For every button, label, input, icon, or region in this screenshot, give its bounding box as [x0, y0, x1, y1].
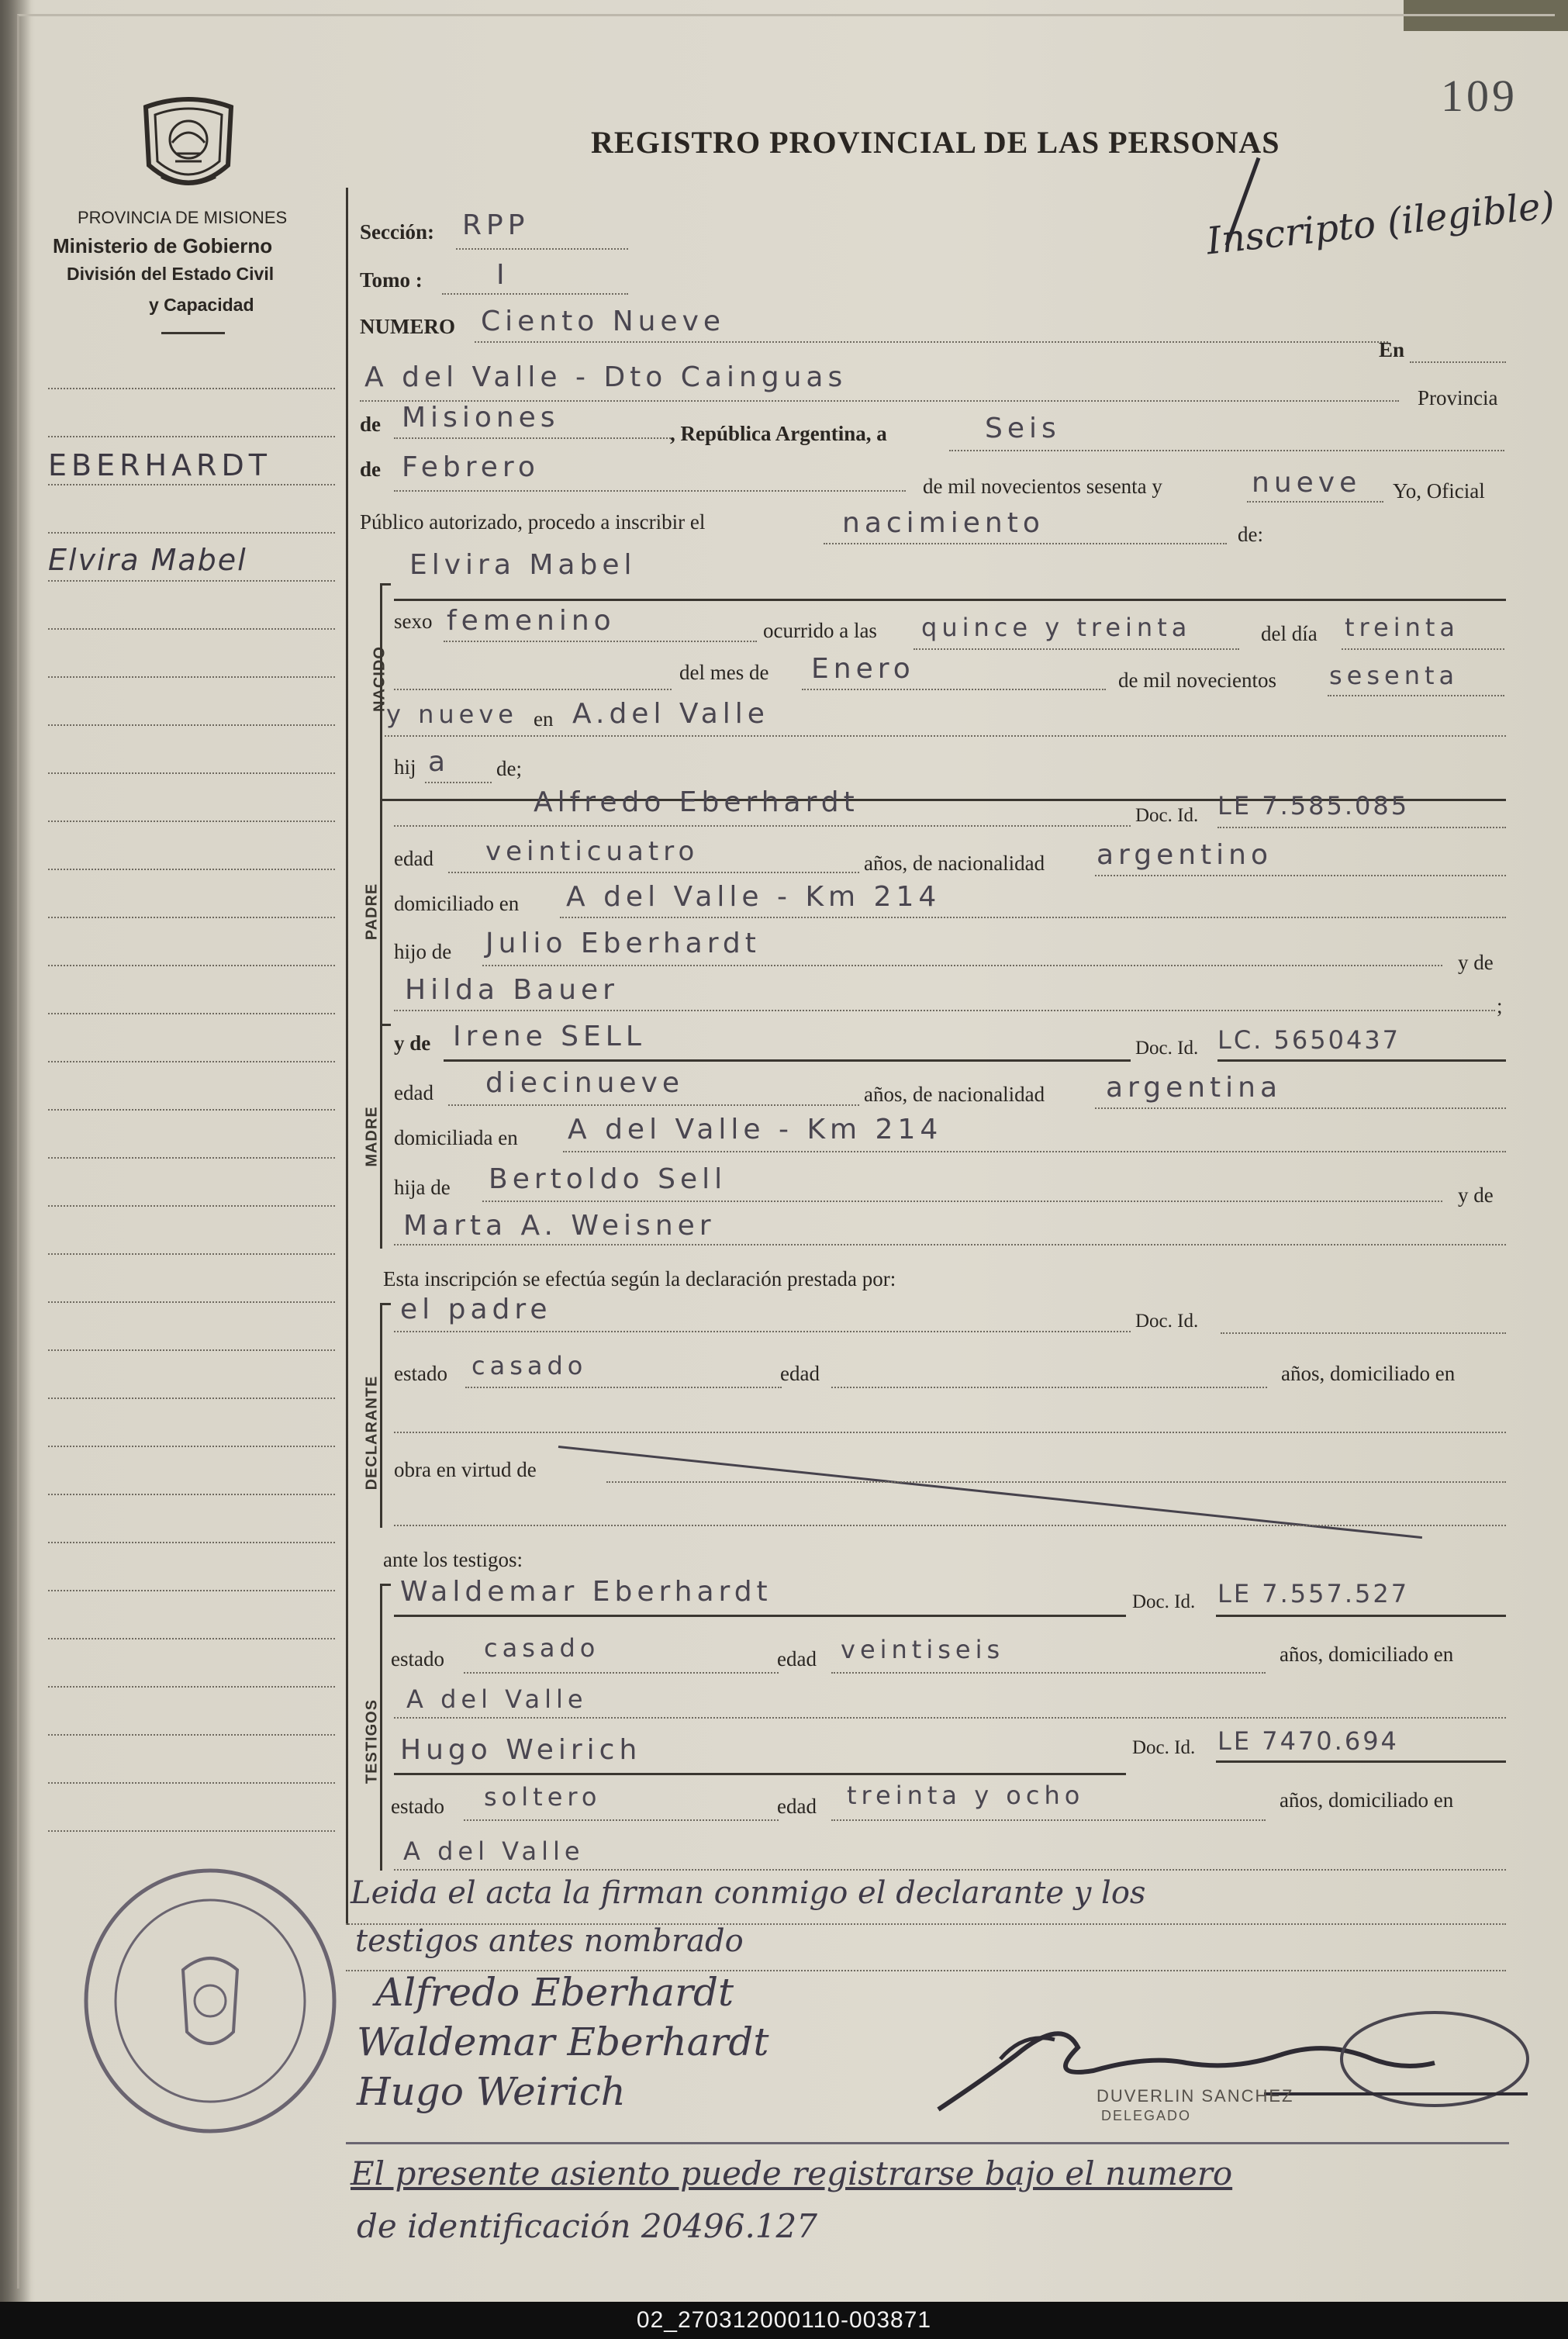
- label-semicolon: ;: [1497, 994, 1503, 1017]
- value-sexo: femenino: [447, 605, 616, 637]
- line-numero: [475, 341, 1388, 343]
- sidebar-ruled-line: [48, 1301, 335, 1303]
- nota-rule: [346, 2142, 1509, 2144]
- page-title: REGISTRO PROVINCIAL DE LAS PERSONAS: [591, 125, 1280, 160]
- label-nacido: NACIDO: [371, 646, 389, 712]
- label-madre-y-de: y de: [394, 1031, 431, 1055]
- sidebar-ruled-line: [48, 917, 335, 918]
- label-provincia: Provincia: [1418, 386, 1498, 409]
- sidebar-ruled-line: [48, 1061, 335, 1062]
- nacido-bracket-top: [380, 583, 391, 586]
- value-mes: Febrero: [402, 451, 540, 483]
- line-mes: [394, 490, 906, 492]
- label-declarante-anos: años, domiciliado en: [1281, 1362, 1456, 1385]
- label-en-nac: en: [534, 707, 554, 731]
- label-obra-virtud: obra en virtud de: [394, 1458, 537, 1481]
- line-madre-edad: [448, 1104, 859, 1106]
- value-dia-nac: treinta: [1345, 613, 1460, 642]
- label-publico: Público autorizado, procedo a inscribir el: [360, 510, 706, 534]
- org-rule: [161, 332, 225, 334]
- label-declarante-doc: Doc. Id.: [1135, 1311, 1199, 1332]
- sidebar-ruled-line: [48, 1494, 335, 1495]
- label-declarante-edad: edad: [780, 1362, 820, 1385]
- sidebar-ruled-line: [48, 1446, 335, 1447]
- line-seccion: [456, 248, 628, 250]
- line-obra-virtud-2: [394, 1525, 1506, 1526]
- line-declarante-dom: [394, 1432, 1506, 1433]
- declarante-bracket-top: [380, 1303, 391, 1305]
- sidebar-ruled-line: [48, 676, 335, 678]
- value-hij: a: [428, 746, 451, 778]
- value-testigo1-nombre: Waldemar Eberhardt: [400, 1576, 772, 1608]
- line-testigo1-estado: [464, 1672, 779, 1674]
- value-provincia: Misiones: [402, 402, 560, 434]
- line-testigo2-estado: [464, 1819, 779, 1821]
- line-declarante-estado: [465, 1387, 782, 1388]
- sidebar-ruled-line: [48, 1205, 335, 1207]
- label-del-dia: del día: [1261, 622, 1318, 645]
- label-en: En: [1379, 338, 1405, 361]
- sidebar-ruled-line: [48, 1349, 335, 1351]
- line-padre-padre: [482, 965, 1442, 966]
- line-provincia-value: [394, 437, 673, 439]
- value-madre-nombre: Irene SELL: [453, 1021, 646, 1052]
- signature-hugo: Hugo Weirich: [357, 2069, 626, 2114]
- nota-linea-2: de identificación 20496.127: [357, 2207, 817, 2245]
- org-line-2: Ministerio de Gobierno: [53, 234, 273, 257]
- sidebar-ruled-line: [48, 1013, 335, 1014]
- value-padre-nac: argentino: [1097, 839, 1273, 871]
- label-testigo1-estado: estado: [391, 1647, 444, 1670]
- label-de-2: de: [360, 458, 381, 481]
- label-declarante-estado: estado: [394, 1362, 447, 1385]
- label-madre-dom: domiciliada en: [394, 1126, 518, 1149]
- main-vertical-rule: [346, 188, 348, 1925]
- label-madre-nac: años, de nacionalidad: [864, 1083, 1045, 1106]
- line-obra-virtud: [606, 1481, 1506, 1483]
- label-declarante: DECLARANTE: [363, 1375, 381, 1491]
- value-padre-padre: Julio Eberhardt: [485, 928, 761, 959]
- sidebar-ruled-line: [48, 772, 335, 774]
- label-testigo1-doc: Doc. Id.: [1132, 1591, 1196, 1612]
- sidebar-ruled-line: [48, 1109, 335, 1111]
- label-del-mes: del mes de: [679, 661, 769, 684]
- line-padre-doc: [1217, 827, 1506, 828]
- line-dia: [949, 450, 1504, 451]
- sidebar-ruled-line: [48, 1830, 335, 1832]
- value-anio-nac-cont: y nueve: [386, 700, 518, 729]
- value-testigo2-estado: soltero: [484, 1782, 602, 1812]
- label-padre-doc: Doc. Id.: [1135, 805, 1199, 826]
- label-madre-doc: Doc. Id.: [1135, 1038, 1199, 1059]
- label-testigos: TESTIGOS: [363, 1698, 381, 1784]
- value-dia: Seis: [985, 413, 1061, 444]
- label-tomo: Tomo :: [360, 268, 423, 292]
- madre-bracket-top: [380, 1024, 391, 1026]
- line-en: [1410, 361, 1506, 363]
- sidebar-ruled-line: [48, 1157, 335, 1159]
- line-hij: [425, 782, 492, 783]
- line-anio: [1247, 501, 1383, 503]
- line-madre-nombre: [444, 1059, 1131, 1062]
- line-padre-madre: [394, 1010, 1495, 1011]
- line-declarante-edad: [831, 1387, 1267, 1388]
- line-madre-doc: [1217, 1059, 1506, 1062]
- label-numero: NUMERO: [360, 315, 455, 338]
- label-testigo2-anos: años, domiciliado en: [1280, 1788, 1454, 1812]
- org-line-1: PROVINCIA DE MISIONES: [78, 208, 288, 227]
- image-id-footer: 02_270312000110-003871: [0, 2302, 1568, 2339]
- label-testigo2-estado: estado: [391, 1795, 444, 1818]
- value-madre-nac: argentina: [1106, 1072, 1283, 1104]
- value-anio-nac: sesenta: [1329, 661, 1459, 690]
- value-seccion: RPP: [462, 209, 530, 241]
- label-madre-hija-de: hija de: [394, 1176, 451, 1199]
- line-lugar-nac: [385, 735, 1506, 737]
- signature-waldemar: Waldemar Eberhardt: [357, 2019, 769, 2064]
- sidebar-ruled-line: [48, 436, 335, 437]
- label-ocurrido: ocurrido a las: [763, 619, 877, 642]
- label-madre-edad: edad: [394, 1081, 433, 1104]
- value-declarante-estado: casado: [471, 1351, 588, 1380]
- value-madre-doc: LC. 5650437: [1217, 1025, 1401, 1055]
- line-dia-cont: [394, 689, 672, 690]
- line-testigo1-doc: [1216, 1615, 1506, 1617]
- sidebar-ruled-line: [48, 1638, 335, 1639]
- label-esta-inscripcion: Esta inscripción se efectúa según la declaración prestada por:: [383, 1267, 896, 1290]
- sidebar-ruled-line: [48, 484, 335, 485]
- sidebar-ruled-line: [48, 1253, 335, 1255]
- sidebar-surname: EBERHARDT: [48, 448, 271, 482]
- value-anio: nueve: [1252, 467, 1362, 499]
- org-line-4: y Capacidad: [149, 295, 254, 315]
- value-testigo1-dom: A del Valle: [406, 1684, 588, 1714]
- label-testigo1-anos: años, domiciliado en: [1280, 1643, 1454, 1666]
- page-number: 109: [1441, 71, 1518, 121]
- misiones-crest-icon: [138, 92, 239, 200]
- label-sexo: sexo: [394, 610, 433, 633]
- label-padre-hijo-de: hijo de: [394, 940, 452, 963]
- label-testigo2-edad: edad: [777, 1795, 817, 1818]
- label-de-colon: de:: [1238, 523, 1263, 546]
- sidebar-ruled-line: [48, 1734, 335, 1736]
- round-seal-icon: [74, 1861, 346, 2140]
- label-de-mil-nov: de mil novecientos: [1118, 669, 1276, 692]
- line-nombre: [394, 599, 1506, 601]
- sidebar-ruled-line: [48, 869, 335, 870]
- line-testigo2-dom: [394, 1869, 1506, 1871]
- value-declarante-nombre: el padre: [400, 1294, 552, 1325]
- value-testigo1-doc: LE 7.557.527: [1217, 1579, 1410, 1608]
- sidebar-ruled-line: [48, 1686, 335, 1688]
- line-declarante-doc: [1221, 1332, 1506, 1334]
- value-tomo: I: [496, 259, 509, 291]
- sidebar-ruled-line: [48, 965, 335, 966]
- value-madre-padre: Bertoldo Sell: [489, 1163, 727, 1195]
- label-hij: hij: [394, 755, 416, 779]
- value-lugar-nac: A.del Valle: [572, 698, 769, 730]
- value-lugar: A del Valle - Dto Cainguas: [364, 361, 848, 393]
- org-line-3: División del Estado Civil: [67, 264, 275, 284]
- label-yo-oficial: Yo, Oficial: [1393, 479, 1485, 503]
- value-padre-dom: A del Valle - Km 214: [566, 881, 941, 913]
- line-testigo1-dom: [394, 1717, 1506, 1719]
- value-testigo2-nombre: Hugo Weirich: [400, 1734, 642, 1766]
- line-madre-dom: [563, 1151, 1506, 1152]
- sidebar-given-names: Elvira Mabel: [48, 543, 247, 577]
- label-padre-y-de: y de: [1458, 951, 1494, 974]
- official-role: DELEGADO: [1101, 2108, 1192, 2123]
- label-madre: MADRE: [363, 1106, 381, 1167]
- label-mil-novecientos: de mil novecientos sesenta y: [923, 475, 1162, 498]
- sidebar-ruled-line: [48, 1590, 335, 1591]
- line-testigo2-edad: [831, 1819, 1266, 1821]
- line-padre-edad: [448, 872, 859, 873]
- label-padre-edad: edad: [394, 847, 433, 870]
- value-padre-doc: LE 7.585.085: [1217, 791, 1410, 821]
- sidebar-ruled-line: [48, 628, 335, 630]
- nota-linea-1: El presente asiento puede registrarse bajo el numero: [351, 2154, 1233, 2192]
- line-mes-nac: [802, 689, 1106, 690]
- sidebar-ruled-line: [48, 532, 335, 534]
- value-nombre: Elvira Mabel: [409, 549, 637, 581]
- label-madre-y-de-2: y de: [1458, 1183, 1494, 1207]
- line-tomo: [442, 293, 628, 295]
- label-ante-testigos: ante los testigos:: [383, 1548, 523, 1571]
- cierre-linea-1: Leida el acta la firman conmigo el declarante y los: [351, 1875, 1146, 1911]
- cierre-linea-2: testigos antes nombrado: [355, 1923, 744, 1959]
- label-de-1: de: [360, 413, 381, 436]
- line-padre-dom: [560, 917, 1506, 918]
- line-testigo1-nombre: [394, 1615, 1126, 1617]
- value-hora: quince y treinta: [921, 613, 1192, 642]
- testigos-bracket-top: [380, 1584, 391, 1586]
- line-sexo: [444, 641, 757, 642]
- label-padre-nac: años, de nacionalidad: [864, 852, 1045, 875]
- label-testigo2-doc: Doc. Id.: [1132, 1737, 1196, 1758]
- line-hora: [914, 648, 1239, 650]
- sidebar-ruled-line: [48, 388, 335, 389]
- line-padre-nac: [1095, 875, 1506, 876]
- line-madre-nac: [1095, 1107, 1506, 1109]
- sidebar-ruled-line: [48, 1542, 335, 1543]
- line-declarante-nombre: [394, 1331, 1131, 1332]
- label-de-semicolon: de;: [496, 757, 522, 780]
- value-mes-nac: Enero: [811, 653, 915, 685]
- value-padre-madre: Hilda Bauer: [405, 974, 619, 1006]
- sidebar-ruled-line: [48, 1782, 335, 1784]
- label-padre-dom: domiciliado en: [394, 892, 520, 915]
- sidebar-ruled-line: [48, 1398, 335, 1399]
- value-testigo2-dom: A del Valle: [403, 1836, 585, 1866]
- signature-alfredo: Alfredo Eberhardt: [375, 1970, 734, 2015]
- value-madre-madre: Marta A. Weisner: [403, 1210, 716, 1242]
- stamp-note: Inscripto (ilegible): [1204, 183, 1557, 264]
- sidebar-ruled-line: [48, 580, 335, 582]
- label-republica: , República Argentina, a: [670, 422, 887, 445]
- value-acto: nacimiento: [842, 507, 1045, 539]
- value-madre-dom: A del Valle - Km 214: [568, 1114, 943, 1145]
- label-padre: PADRE: [363, 883, 381, 941]
- official-name: DUVERLIN SANCHEZ: [1097, 2086, 1294, 2106]
- value-numero: Ciento Nueve: [481, 306, 726, 337]
- value-padre-nombre: Alfredo Eberhardt: [534, 786, 859, 818]
- line-padre-nombre: [394, 825, 1131, 827]
- label-seccion: Sección:: [360, 220, 434, 244]
- value-testigo2-edad: treinta y ocho: [847, 1781, 1085, 1810]
- value-padre-edad: veinticuatro: [485, 836, 699, 867]
- sidebar-ruled-line: [48, 821, 335, 822]
- line-madre-padre: [482, 1201, 1442, 1202]
- value-madre-edad: diecinueve: [485, 1067, 685, 1099]
- value-testigo1-edad: veintiseis: [841, 1635, 1005, 1664]
- line-testigo1-edad: [831, 1672, 1266, 1674]
- value-testigo1-estado: casado: [484, 1633, 600, 1663]
- line-acto: [824, 543, 1227, 544]
- value-testigo2-doc: LE 7470.694: [1217, 1726, 1399, 1756]
- line-testigo2-nombre: [394, 1773, 1126, 1775]
- line-dia-nac: [1342, 648, 1504, 650]
- label-testigo1-edad: edad: [777, 1647, 817, 1670]
- line-testigo2-doc: [1216, 1760, 1506, 1763]
- sidebar-ruled-line: [48, 724, 335, 726]
- line-madre-madre: [394, 1244, 1506, 1246]
- line-anio-nac: [1328, 695, 1504, 696]
